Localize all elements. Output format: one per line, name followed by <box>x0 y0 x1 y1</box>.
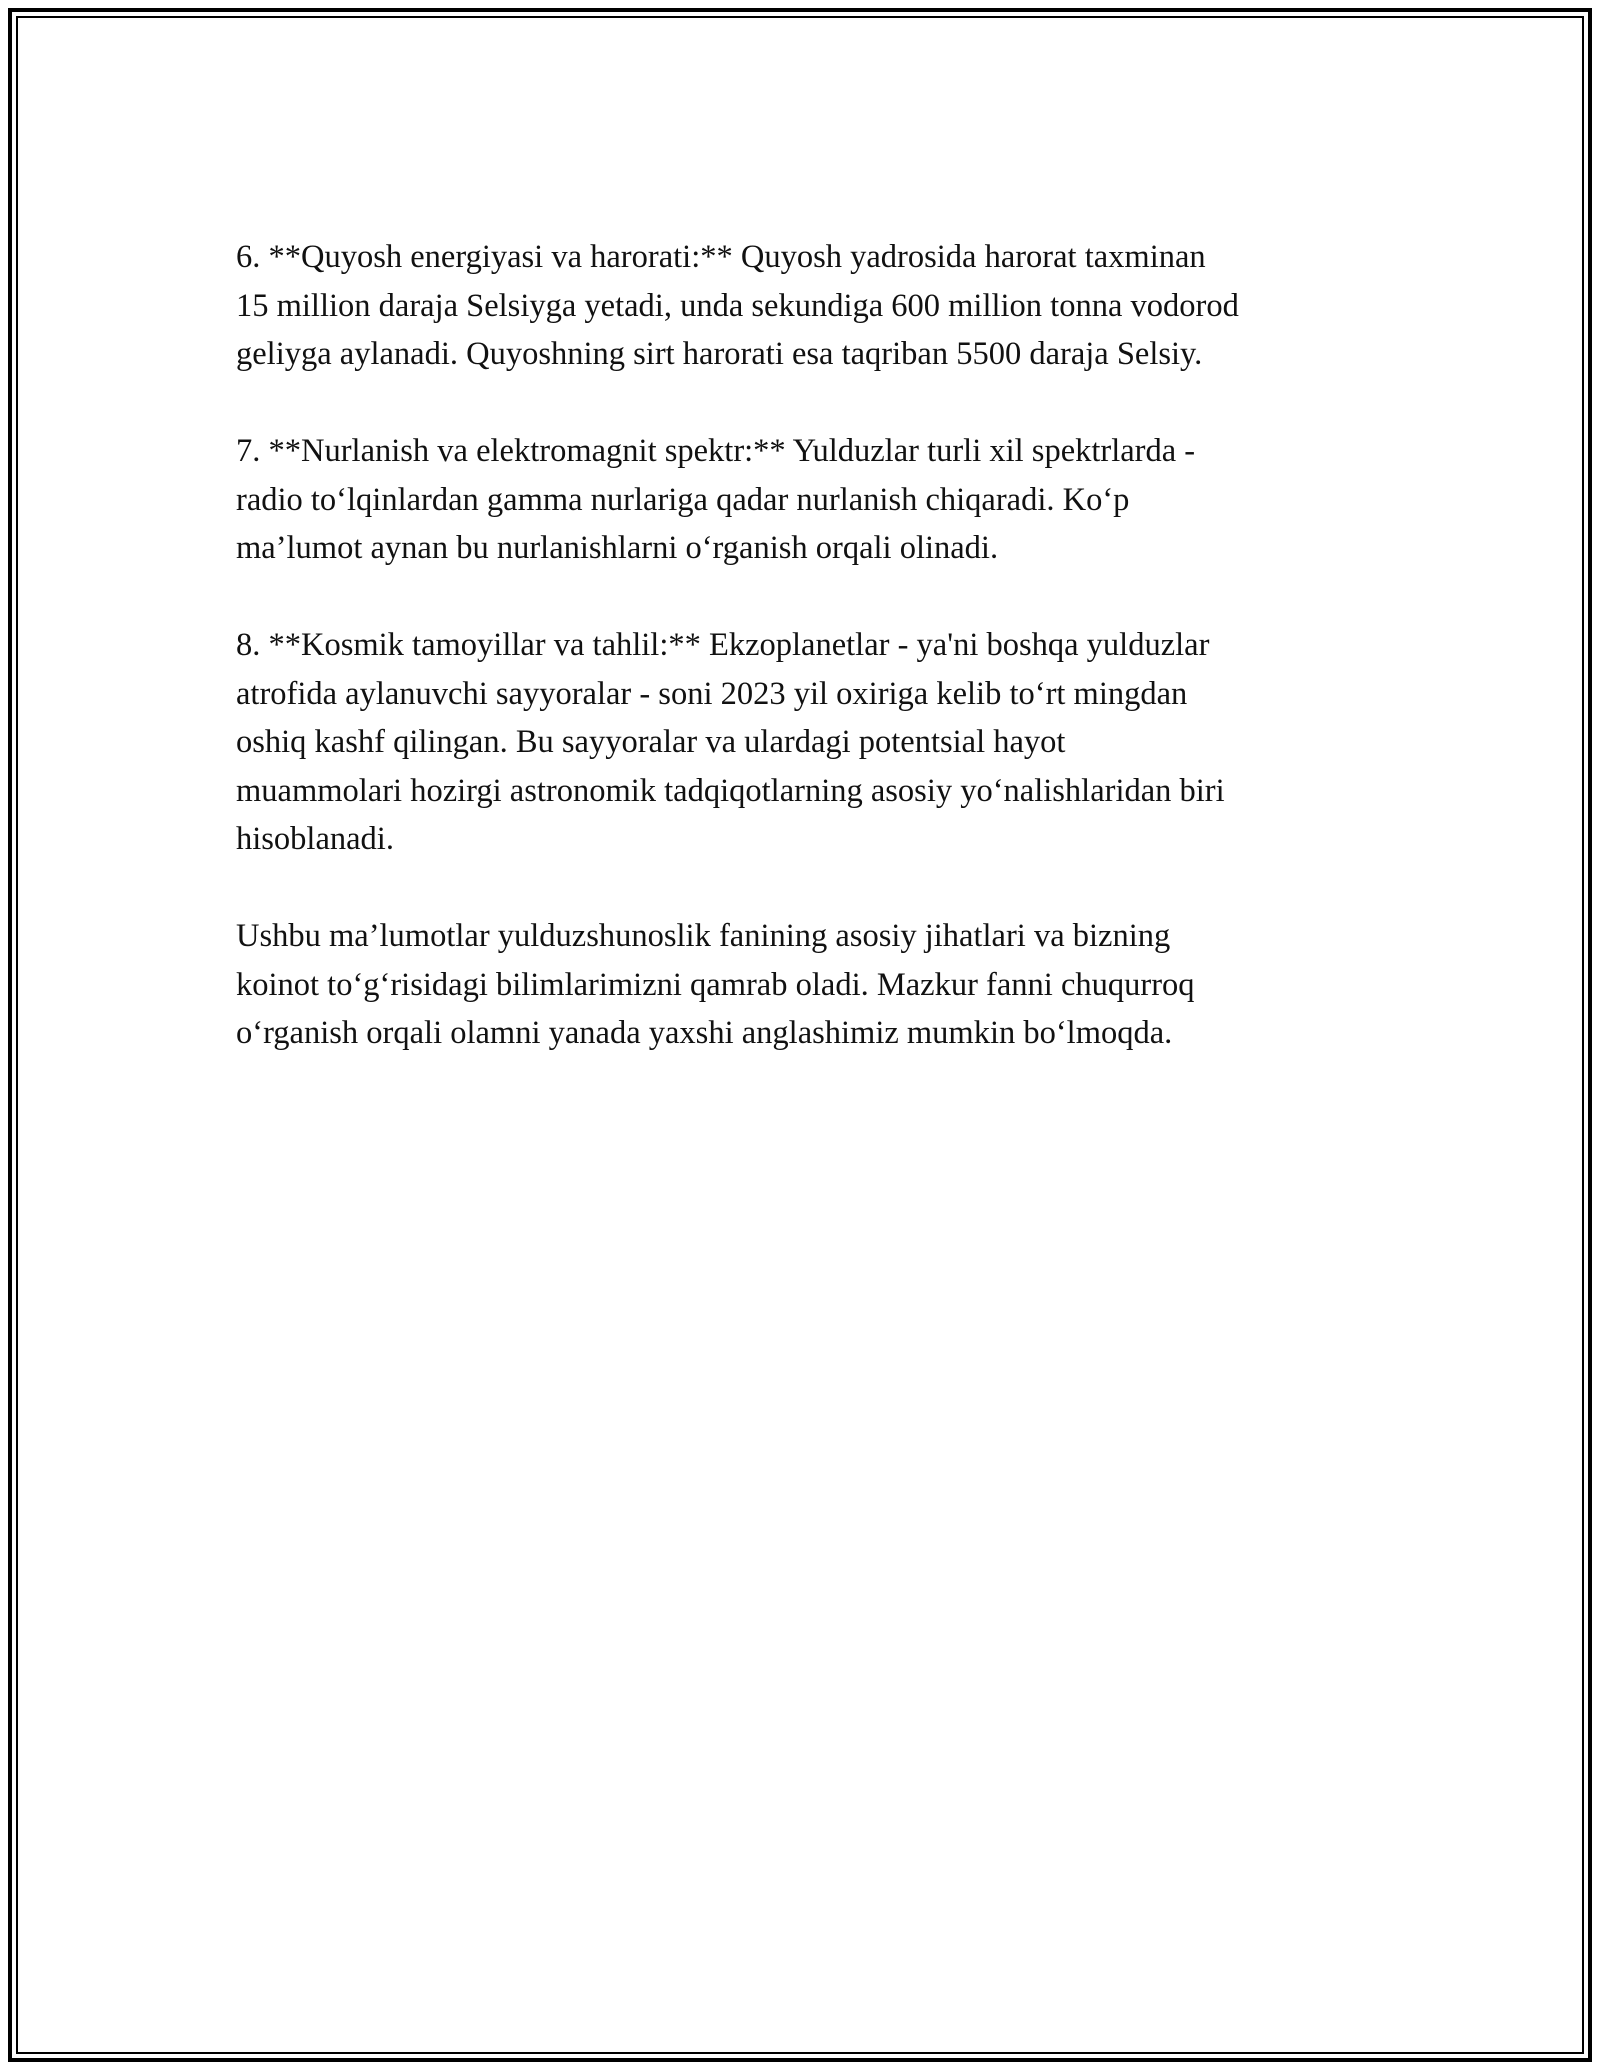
document-body <box>236 233 1376 1106</box>
paragraph-radiation-spectrum: 7. **Nurlanish va elektromagnit spektr:** Yulduzlar turli xil spektrlarda - radio to‘lqinlardan gamma nurlariga qadar nurlanish chiqaradi. Ko‘p ma’lumot aynan bu nurlanishlarni o‘rganish orqali olinadi. <box>236 433 1196 566</box>
paragraph-solar-energy: 6. **Quyosh energiyasi va harorati:** Quyosh yadrosida harorat taxminan 15 million daraja Selsiyga yetadi, unda sekundiga 600 million tonna vodorod geliyga aylanadi. Quyoshning sirt harorati esa taqriban 5500 daraja Selsiy. <box>236 239 1239 372</box>
paragraph-conclusion: Ushbu ma’lumotlar yulduzshunoslik fanining asosiy jihatlari va bizning koinot to‘g‘risidagi bilimlarimizni qamrab oladi. Mazkur fanni chuqurroq o‘rganish orqali olamni yanada yaxshi anglashimiz mumkin bo‘lmoqda. <box>236 918 1195 1051</box>
paragraph-exoplanets: 8. **Kosmik tamoyillar va tahlil:** Ekzoplanetlar - ya'ni boshqa yulduzlar atrofida aylanuvchi sayyoralar - soni 2023 yil oxiriga kelib to‘rt mingdan oshiq kashf qilingan. Bu sayyoralar va ulardagi potentsial hayot muammolari hozirgi astronomik tadqiqotlarning asosiy yo‘nalishlaridan biri hisoblanadi. <box>236 627 1225 857</box>
